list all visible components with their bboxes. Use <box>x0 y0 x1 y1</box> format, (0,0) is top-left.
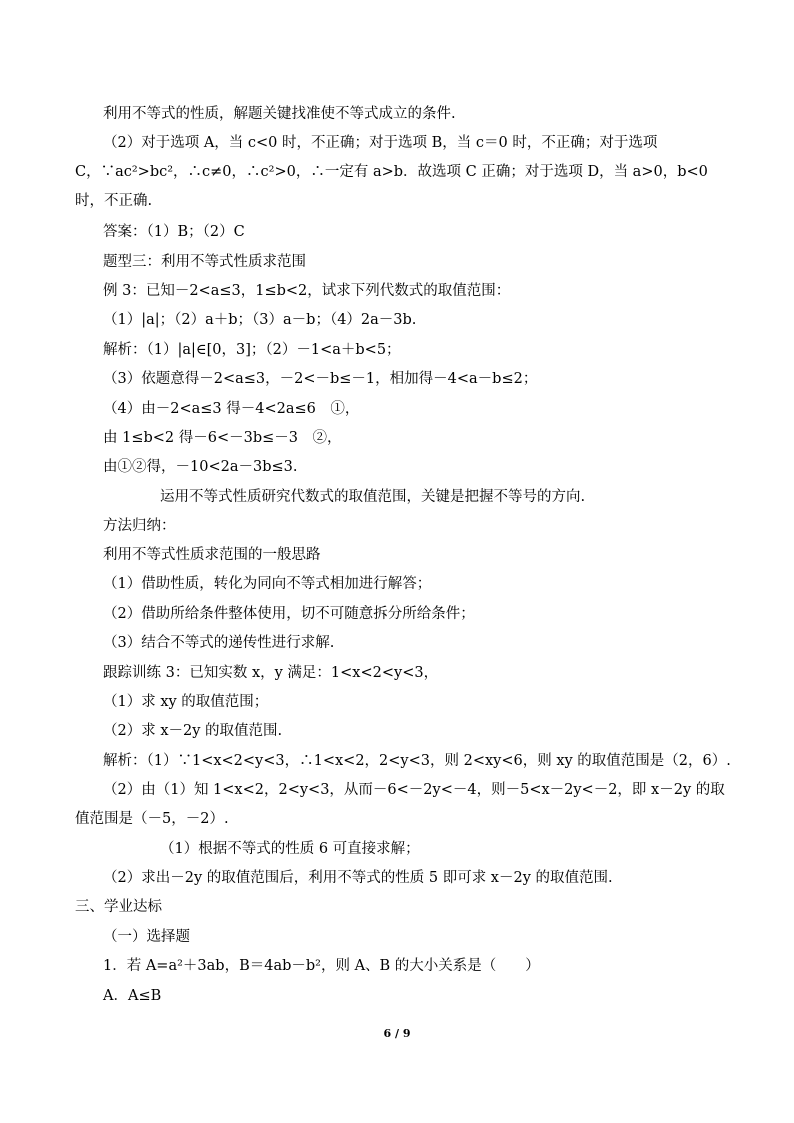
text-line: （1）根据不等式的性质 6 可直接求解； <box>160 841 420 857</box>
text-line: 时，不正确. <box>75 193 153 209</box>
text-line: 答案：（1）B；（2）C <box>103 224 245 240</box>
text-line: 由 1≤b<2 得－6<－3b≤－3 ②， <box>103 430 342 446</box>
page-number: 6 / 9 <box>383 1027 411 1040</box>
section-heading: 三、学业达标 <box>75 899 162 915</box>
subsection-heading: （一）选择题 <box>103 929 190 945</box>
text-line: 解析：（1）∵1<x<2<y<3，∴1<x<2，2<y<3，则 2<xy<6，则 xy 的取值范围是（2，6）. <box>103 753 731 769</box>
text-line: 利用不等式的性质，解题关键找准使不等式成立的条件. <box>103 106 456 122</box>
text-line: 跟踪训练 3：已知实数 x，y 满足：1<x<2<y<3， <box>103 665 439 681</box>
text-line: （3）结合不等式的递传性进行求解. <box>103 635 335 651</box>
text-line: （2）对于选项 A，当 c<0 时，不正确；对于选项 B，当 c＝0 时，不正确；对于选项 <box>103 135 658 151</box>
text-line: （1）求 xy 的取值范围； <box>103 694 269 710</box>
text-line: C，∵ac²>bc²，∴c≠0，∴c²>0，∴一定有 a>b．故选项 C 正确；对于选项 D，当 a>0，b<0 <box>75 164 708 180</box>
text-line: （3）依题意得－2<a≤3，－2<－b≤－1，相加得－4<a－b≤2； <box>103 371 538 387</box>
text-line: 例 3：已知－2<a≤3，1≤b<2，试求下列代数式的取值范围： <box>103 283 511 299</box>
text-line: 方法归纳： <box>103 518 176 534</box>
text-line: 利用不等式性质求范围的一般思路 <box>103 547 321 563</box>
text-line: （4）由－2<a≤3 得－4<2a≤6 ①， <box>103 401 360 417</box>
section-heading: 题型三：利用不等式性质求范围 <box>103 254 306 270</box>
text-line: （2）求出－2y 的取值范围后，利用不等式的性质 5 即可求 x－2y 的取值范围. <box>103 870 613 886</box>
answer-option: A．A≤B <box>103 988 162 1004</box>
text-line: （2）借助所给条件整体使用，切不可随意拆分所给条件； <box>103 606 475 622</box>
question-text: 1．若 A=a²＋3ab，B＝4ab－b²，则 A、B 的大小关系是（ ） <box>103 958 540 974</box>
text-line: （2）由（1）知 1<x<2，2<y<3，从而－6<－2y<－4，则－5<x－2y<－2，即 x－2y 的取 <box>103 782 725 798</box>
text-line: （1）|a|；（2）a＋b；（3）a－b；（4）2a－3b. <box>103 312 417 328</box>
text-line: （2）求 x－2y 的取值范围. <box>103 723 283 739</box>
text-line: 值范围是（－5，－2）. <box>75 811 229 827</box>
text-line: 运用不等式性质研究代数式的取值范围，关键是把握不等号的方向. <box>160 489 586 505</box>
text-line: 由①②得，－10<2a－3b≤3. <box>103 459 298 475</box>
text-line: （1）借助性质，转化为同向不等式相加进行解答； <box>103 576 432 592</box>
text-line: 解析：（1）|a|∈[0，3]；（2）－1<a＋b<5； <box>103 342 401 358</box>
